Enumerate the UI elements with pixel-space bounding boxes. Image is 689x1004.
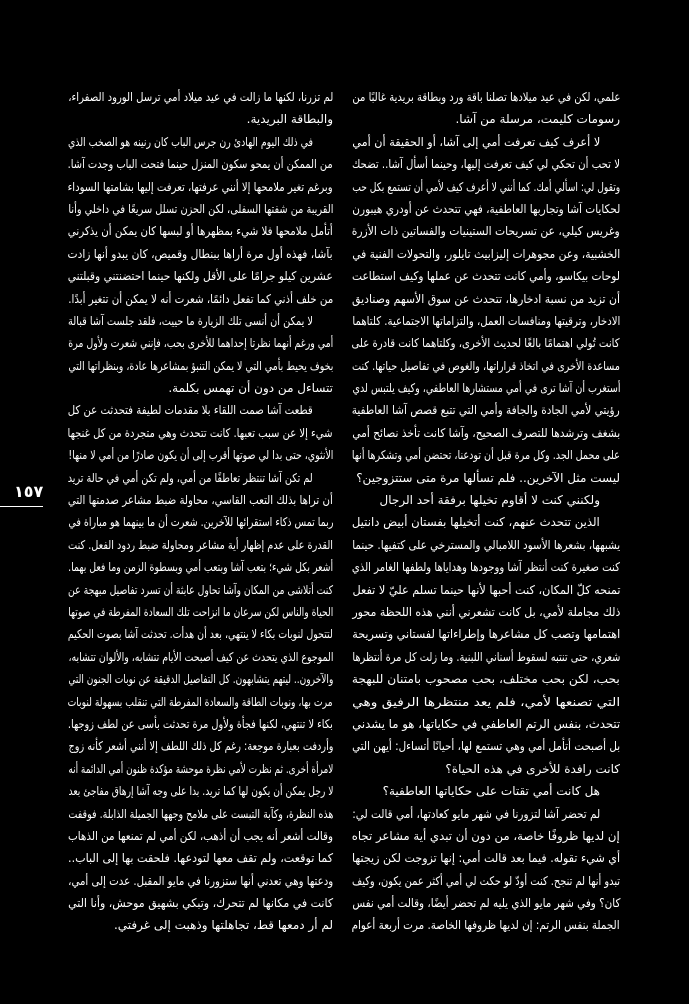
text-line [352, 803, 620, 825]
text-line [68, 489, 333, 511]
paragraph [352, 86, 620, 131]
text-line [352, 579, 620, 601]
text-line [352, 691, 620, 713]
text-line [352, 198, 620, 220]
line-text: وتقول لي: اسألي أمك. كما أنني لا أعرف كيف لأمي أن تستمع بكل حب [352, 179, 620, 194]
line-text: الادخار، وترقيتها ومنافسات العمل، والتزاماتها الاجتماعية. كلتاهما [352, 313, 620, 328]
line-text: كانت في مكانها لم تتحرك، وتبكي بشهيق موحش، وأنا التي [68, 896, 333, 911]
line-text: كنت أتلاشى من المكان وآشا تحاول عابثة أن تسرد تفاصيل مبهجة عن [68, 582, 333, 597]
text-line [352, 467, 620, 489]
line-text: تتحدث، بنفس الرتم العاطفي في حكاياتها، هو ما يشدني [352, 716, 620, 731]
text-line [352, 758, 620, 780]
line-text: أمي ورغم أنهما نظرتا إحداهما للأخرى بحب، فإنني شعرت ولأول مرة [68, 336, 333, 351]
text-line [352, 892, 620, 914]
text-line [68, 668, 333, 690]
paragraph [68, 86, 333, 131]
text-line [68, 870, 333, 892]
paragraph [68, 399, 333, 466]
line-text: أستغرب أن آشا ترى في أمي مستشارها العاطفي، وكيف يلتبس لدي [352, 381, 620, 396]
line-text: لتتحول لنوبات بكاء لا ينتهي، بعد أن هدأت. تحدثت آشا بصوت الحكيم [68, 627, 333, 642]
line-text: هل كانت أمي تقتات على حكاياتها العاطفية؟ [382, 784, 600, 799]
text-line [352, 623, 620, 645]
text-line [352, 422, 620, 444]
line-text: القريبة من شفتها السفلى، لكن الحزن تسلل سريعًا في داخلي وأنا [68, 201, 333, 216]
text-line [352, 825, 620, 847]
line-text: وغريس كيلي، عن تسريحات الستينيات والفساتين ذات الأزرة [352, 224, 620, 239]
paragraph [352, 131, 620, 489]
paragraph [68, 310, 333, 400]
text-line [68, 825, 333, 847]
line-text: تتساءل من دون أن تهمس بكلمة. [168, 381, 333, 396]
line-text: بحب، لكن بحب مختلف، بحب مصحوب بامتنان للبهجة [352, 672, 620, 687]
text-line [68, 758, 333, 780]
page-number-rule [0, 506, 43, 507]
line-text: رسومات كليمت، مرسلة من آشا. [455, 112, 620, 127]
line-text: على محمل الجد. وكل مرة قبل أن تودعنا، تحتضن أمي وتشكرها أنها [352, 448, 620, 463]
text-line [352, 153, 620, 175]
text-line [352, 870, 620, 892]
text-line [68, 579, 333, 601]
line-text: بكاء لا تنتهي، لكنها فجأة ولأول مرة تحدثت بأسى عن لطف زوجها. [68, 716, 333, 731]
text-line [68, 131, 333, 153]
text-line [68, 556, 333, 578]
text-line [68, 288, 333, 310]
text-line [352, 243, 620, 265]
line-text: أن تزيد من نسبة ادخارها، تتحدث عن سوق الأسهم وصناديق [352, 291, 620, 306]
text-line [68, 377, 333, 399]
text-line [352, 556, 620, 578]
right-text-column [352, 86, 620, 937]
text-line [68, 780, 333, 802]
line-text: التي تصنعها لأمي، فلم يعد منتظرها الرفيق وهي [352, 694, 620, 709]
text-line [68, 399, 333, 421]
line-text: الخشبية، وعن مجوهرات إليزابيث تايلور، والتحولات الفنية في [352, 246, 620, 261]
text-line [68, 422, 333, 444]
line-text: لا رجل يمكن أن يكون لها كما تريد. بدا على وجه آشا إرهاق مفاجئ بعد [68, 784, 333, 799]
left-text-column [68, 86, 333, 937]
text-line [68, 735, 333, 757]
line-text: ولكنني كنت لا أقاوم تخيلها برفقة أحد الرجال [379, 493, 600, 508]
text-line [68, 332, 333, 354]
text-line [68, 892, 333, 914]
text-line [68, 243, 333, 265]
line-text: ودعتها وهي تعدني أنها ستزورنا في مايو المقبل. عدت إلى أمي، [68, 873, 333, 888]
line-text: لا تحب أن تحكي لي كيف تعرفت إليها، وحينما أسأل آشا.. تضحك [352, 157, 620, 172]
line-text: وأردفت بعبارة موجعة: رغم كل ذلك اللطف إلا أنني أشعر كأنه زوج [68, 739, 333, 754]
text-line [68, 534, 333, 556]
text-line [352, 780, 620, 802]
paragraph [68, 131, 333, 310]
line-text: بل أصبحت أتأمل أمي وهي تستمع لها، أحيانًا أتساءل: أيهن التي [352, 739, 620, 754]
line-text: أتأمل ملامحها فلا شيء بمظهرها أو لبسها كان يمكن أن يذكرني [68, 224, 333, 239]
text-line [352, 847, 620, 869]
line-text: القدرة على عدم إظهار أية مشاعر ومحاولة ضبط ردود الفعل. كنت [68, 537, 333, 552]
text-line [68, 86, 333, 108]
text-line [68, 220, 333, 242]
text-line [68, 198, 333, 220]
text-line [352, 220, 620, 242]
line-text: كان؟ وفي شهر مايو الذي يليه لم تحضر أيضًا، وقالت أمي نفس [352, 896, 620, 911]
text-line [68, 444, 333, 466]
line-text: والآخرون.. ليتهم يتشابهون. كل التفاصيل الدقيقة عن نوبات الجنون التي [68, 672, 333, 687]
line-text: ذلك مجاملة لأمي، بل كانت تشعرني أنني هذه اللحظة محور [352, 604, 620, 619]
line-text: شعري، حتى تنتبه لسقوط أسناني اللبنية. وما زلت كل مرة أنتظرها [352, 649, 620, 664]
line-text: كنت صغيرة كنت أنتظر آشا ووجودها وهداياها ولطفها الغامر الذي [352, 560, 620, 575]
line-text: تمنحه كلّ المكان، كنت أحبها لأنها حينما تسلم عليّ لا تفعل [352, 582, 620, 597]
line-text: بخوف يحيط بأمي التي لا يمكن التنبؤ بمشاعرها عادة، وبنظراتها التي [68, 358, 333, 373]
line-text: عشرين كيلو جرامًا على الأقل ولكنها حينما احتضنتني وقبلتني [68, 269, 333, 284]
line-text: رؤيتي لأمي الجادة والجافة وأمي التي تتبع قصص آشا العاطفية [352, 403, 620, 418]
text-line [68, 310, 333, 332]
text-line [352, 355, 620, 377]
line-text: ربما تمس ذكاء استقرائها للآخرين. شعرت أن ما بينهما هو مباراة في [68, 515, 333, 530]
line-text: ليست مثل الآخرين.. فلم تسألها مرة متى ستتزوجين؟ [356, 470, 620, 485]
text-line [352, 265, 620, 287]
line-text: الحياة والناس لكن سرعان ما انزاحت تلك السعادة المفرطة في صوتها [68, 604, 333, 619]
line-text: قطعت آشا صمت اللقاء بلا مقدمات لطيفة فتحدثت عن كل [68, 403, 313, 418]
line-text: لم تكن آشا تنتظر تعاطفًا من أمي، ولم تكن أمي في حالة تريد [68, 470, 313, 485]
line-text: الأنثوي، حتى بدا لي صوتها أقرب إلى أن يكون صادرًا من أمي لا منها! [68, 448, 333, 463]
text-line [68, 713, 333, 735]
line-text: لا أعرف كيف تعرفت أمي إلى آشا، أو الحقيقة أن أمي [352, 134, 600, 149]
paragraph [352, 511, 620, 780]
line-text: اهتمامها وتصب كل مشاعرها وإطراءاتها لفستاني وتسريحة [352, 627, 620, 642]
line-text: الجملة بنفس الرتم: إن لديها ظروفها الخاصة. مرت أربعة أعوام [352, 918, 620, 933]
text-line [68, 176, 333, 198]
text-line [68, 355, 333, 377]
text-line [68, 108, 333, 130]
text-line [352, 646, 620, 668]
text-line [352, 399, 620, 421]
paragraph [352, 489, 620, 511]
line-text: كانت رافدة للأخرى في هذه الحياة؟ [445, 761, 620, 776]
paragraph [68, 467, 333, 937]
text-line [352, 377, 620, 399]
text-line [68, 601, 333, 623]
text-line [352, 176, 620, 198]
line-text: لم تحضر آشا لتزورنا في شهر مايو كعادتها، أمي قالت لي: [352, 806, 600, 821]
text-line [68, 153, 333, 175]
text-line [352, 108, 620, 130]
line-text: مساعدة الأخرى في اتخاذ قراراتها، والغوص في تفاصيل حياتها. كنت [352, 358, 620, 373]
text-line [68, 623, 333, 645]
line-text: علمي، لكن في عيد ميلادها تصلنا باقة ورد وبطاقة بريدية غالبًا من [352, 90, 620, 104]
text-line [68, 265, 333, 287]
text-line [352, 668, 620, 690]
line-text: كما توقعت، ولم تقف معها لتودعها. فلحقت بها إلى الباب.. [68, 851, 333, 866]
text-line [352, 288, 620, 310]
text-line [68, 914, 333, 936]
line-text: يشبهها، بشعرها الأسود اللامبالي والمسترخي على كتفيها. حينما [352, 537, 620, 552]
line-text: الموجوع الذي يتحدث عن كيف أصبحت الأيام تتشابه، والألوان تتشابه، [68, 649, 333, 664]
text-line [352, 86, 620, 108]
line-text: أي شيء تقوله. فيما بعد قالت أمي: إنها تزوجت لكن زيجتها [352, 851, 620, 866]
text-line [352, 332, 620, 354]
text-line [352, 131, 620, 153]
line-text: من الممكن أن يمحو سكون المنزل حينما فتحت الباب وجدت آشا. [68, 157, 333, 172]
text-line [352, 310, 620, 332]
text-line [68, 847, 333, 869]
paragraph [352, 803, 620, 937]
line-text: لم أر دمعها قط، تجاهلتها وذهبت إلى غرفتي. [113, 918, 333, 933]
line-text: وقالت أشعر أنه يجب أن أذهب، لكن أمي لم تمنعها من الذهاب [68, 828, 333, 843]
text-line [352, 444, 620, 466]
line-text: بشغف وترشدها للتصرف الصحيح، وآشا كانت تأخذ نصائح أمي [352, 425, 620, 440]
line-text: والبطاقة البريدية. [246, 112, 333, 127]
text-line [68, 467, 333, 489]
text-line [68, 803, 333, 825]
text-line [352, 511, 620, 533]
line-text: تبدو أنها لم تنجح. كنت أودّ لو حكت لي أمي أكثر عمن يكون، وكيف [352, 873, 620, 888]
paragraph [352, 780, 620, 802]
line-text: بآشا، فهذه أول مرة أراها ببنطال وقميص، كان يبدو أنها زادت [68, 246, 333, 261]
line-text: لحكايات آشا وتجاربها العاطفية، فهي تتحدث عن أودري هيبورن [352, 201, 620, 216]
line-text: وبرغم تغير ملامحها إلا أنني عرفتها، تعرفت إليها بشامتها السوداء [68, 179, 333, 194]
line-text: مرت بها، ونوبات الطاقة والسعادة المفرطة التي تنقلب بسهولة لنوبات [68, 694, 333, 709]
text-line [352, 489, 620, 511]
line-text: أشعر بكل شيء؛ بتعب آشا وبتعب أمي وبسطوة الزمن وما فعل بهما. [68, 560, 333, 575]
text-line [352, 914, 620, 936]
text-line [68, 691, 333, 713]
line-text: لم تزرنا، لكنها ما زالت في عيد ميلاد أمي ترسل الورود الصفراء، [68, 90, 333, 104]
line-text: من خلف أذني كما تفعل دائمًا، شعرت أنه لا يمكن أن تتغير أبدًا. [68, 291, 333, 306]
line-text: لا يمكن أن أنسى تلك الزيارة ما حييت، فلقد جلست آشا قبالة [68, 313, 313, 328]
line-text: شيء إلا عن سبب تعبها. كانت تتحدث وهي متجردة من كل غنجها [68, 425, 333, 440]
line-text: لوحات بيكاسو، وأمي كانت تتحدث عن عملها وكيف استطاعت [352, 269, 620, 284]
page-number: ١٥٧ [14, 482, 44, 501]
line-text: الذين تتحدث عنهم، كنت أتخيلها بفستان أبيض دانتيل [352, 515, 600, 530]
text-line [68, 511, 333, 533]
text-line [352, 713, 620, 735]
text-line [352, 534, 620, 556]
text-line [68, 646, 333, 668]
line-text: كانت تُولي اهتمامًا بالغًا لحديث الأخرى، وكلتاهما كانت قادرة على [352, 336, 620, 351]
line-text: إن لديها ظروفًا خاصة، من دون أن تبدي أية مشاعر تجاه [352, 828, 620, 843]
line-text: لامرأة أخرى. ثم نظرت لأمي نظرة موحشة مؤكدة ظنون أمي الدائمة أنه [68, 761, 333, 776]
line-text: هذه النظرة، وكآبة التبست على ملامح وجهها الجميلة الذابلة. فوقفت [68, 806, 333, 821]
text-line [352, 735, 620, 757]
text-line [352, 601, 620, 623]
line-text: أن تراها بذلك التعب القاسي، محاولة ضبط مشاعر صدمتها التي [68, 493, 333, 508]
line-text: في ذلك اليوم الهادئ رن جرس الباب كان رنينه هو الصخب الذي [68, 134, 313, 149]
